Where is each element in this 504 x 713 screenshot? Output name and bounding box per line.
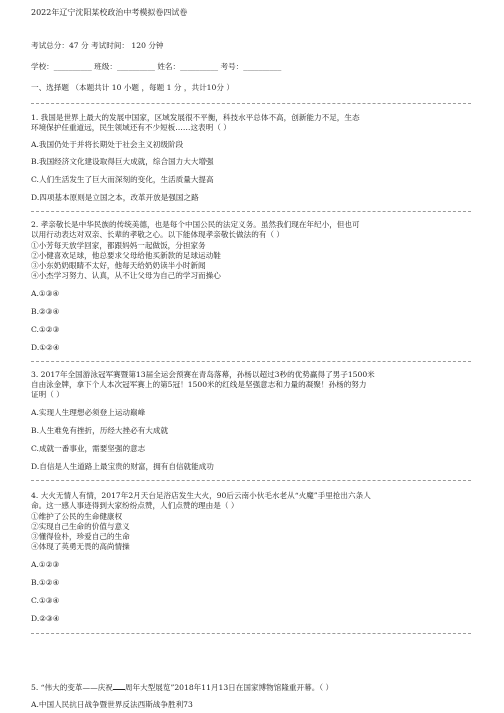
question-1-stem-line: 环境保护任重道远，民生领域还有不少短板……这表明（ ）	[31, 123, 231, 132]
question-3-option-c: C.成就一番事业，需要坚强的意志	[31, 444, 146, 453]
question-4-stem-line: 命。这一感人事迹得到大家纷纷点赞，人们点赞的理由是（ ）	[31, 501, 239, 510]
student-info-line: 学校：__________ 班级：__________ 姓名：__________ 考号：__________	[31, 62, 282, 71]
question-2-option-d: D.①②④	[31, 343, 60, 352]
question-2-item: ④小杰学习努力、认真，从不让父母为自己的学习而操心	[31, 271, 221, 280]
question-5-stem-prefix: 5. “伟大的变革——庆祝	[31, 683, 113, 692]
question-3-stem-line: 3. 2017年全国游泳冠军赛暨第13届全运会预赛在青岛落幕，孙杨以超过3秒的优势赢得了男子1500米	[31, 370, 375, 379]
divider	[31, 361, 471, 362]
question-2-item: ②小健喜欢足球，他总要求父母给他买新款的足球运动鞋	[31, 251, 221, 260]
exam-info: 考试总分：47 分 考试时间： 120 分钟	[31, 41, 164, 50]
divider	[31, 633, 471, 634]
question-3-option-b: B.人生难免有挫折，历经大挫必有大成就	[31, 426, 169, 435]
question-3-stem-line: 证明（ ）	[31, 390, 64, 399]
question-4-item: ①维护了公民的生命健康权	[31, 512, 123, 521]
question-1-option-d: D.四项基本原则是立国之本，改革开放是强国之路	[31, 193, 199, 202]
question-5-stem	[31, 682, 471, 693]
question-4-option-d: D.②③④	[31, 614, 60, 623]
divider	[31, 480, 471, 481]
question-4-item: ④体现了英勇无畏的高尚情操	[31, 542, 130, 551]
question-4-option-a: A.①②③	[31, 560, 60, 569]
exam-title: 2022年辽宁沈阳某校政治中考模拟卷四试卷	[31, 8, 188, 17]
question-1-stem-line: 1. 我国是世界上最大的发展中国家，区域发展很不平衡，科技水平总体不高，创新能力不足，生态	[31, 113, 360, 122]
section-title: 一、选择题 （本题共计 10 小题 ，每题 1 分 ，共计10分 ）	[31, 83, 234, 92]
fill-in-blank	[113, 682, 125, 690]
question-1-option-a: A.我国仍处于并将长期处于社会主义初级阶段	[31, 140, 184, 149]
question-3-stem-line: 自由泳金牌，拿下个人本次冠军赛上的第5冠！1500米的红线是坚强意志和力量的凝聚！孙杨的努力	[31, 380, 367, 389]
question-2-item: ①小芳每天放学回家，都跟妈妈一起做饭，分担家务	[31, 241, 206, 250]
question-4-item: ③懂得俭朴，珍爱自己的生命	[31, 532, 130, 541]
question-2-stem-line: 以用行动表达对双亲、长辈的孝敬之心。以下能体现孝亲敬长做法的有（ ）	[31, 230, 285, 239]
question-2-option-a: A.①③④	[31, 289, 60, 298]
question-2-option-c: C.①②③	[31, 325, 60, 334]
question-5-option-a: A.中国人民抗日战争暨世界反法西斯战争胜利73	[31, 700, 193, 709]
question-4-item: ②实现自己生命的价值与意义	[31, 522, 130, 531]
question-2-stem-line: 2. 孝亲敬长是中华民族的传统美德，也是每个中国公民的法定义务。虽然我们现在年纪小，但也可	[31, 220, 360, 229]
question-3-option-d: D.自信是人生道路上最宝贵的财富，拥有自信就能成功	[31, 462, 214, 471]
question-1-option-c: C.人们生活发生了巨大而深刻的变化，生活质量大提高	[31, 175, 214, 184]
question-4-option-c: C.①③④	[31, 596, 60, 605]
question-4-option-b: B.①②④	[31, 578, 60, 587]
question-3-option-a: A.实现人生理想必须登上运动巅峰	[31, 408, 146, 417]
question-2-item: ③小东奶奶眼睛不太好，他每天给奶奶读半小时新闻	[31, 261, 206, 270]
divider	[31, 211, 471, 212]
question-1-option-b: B.我国经济文化建设取得巨大成就，综合国力大大增强	[31, 157, 214, 166]
question-2-option-b: B.②③④	[31, 307, 60, 316]
question-5-stem-suffix: 周年大型展览”2018年11月13日在国家博物馆隆重开幕。（ ）	[124, 683, 334, 692]
divider	[31, 103, 471, 104]
question-4-stem-line: 4. 大火无情人有情，2017年2月天台足浴店发生大火，90后云南小伙毛水老从“火魔”手里抢出六条人	[31, 491, 371, 500]
